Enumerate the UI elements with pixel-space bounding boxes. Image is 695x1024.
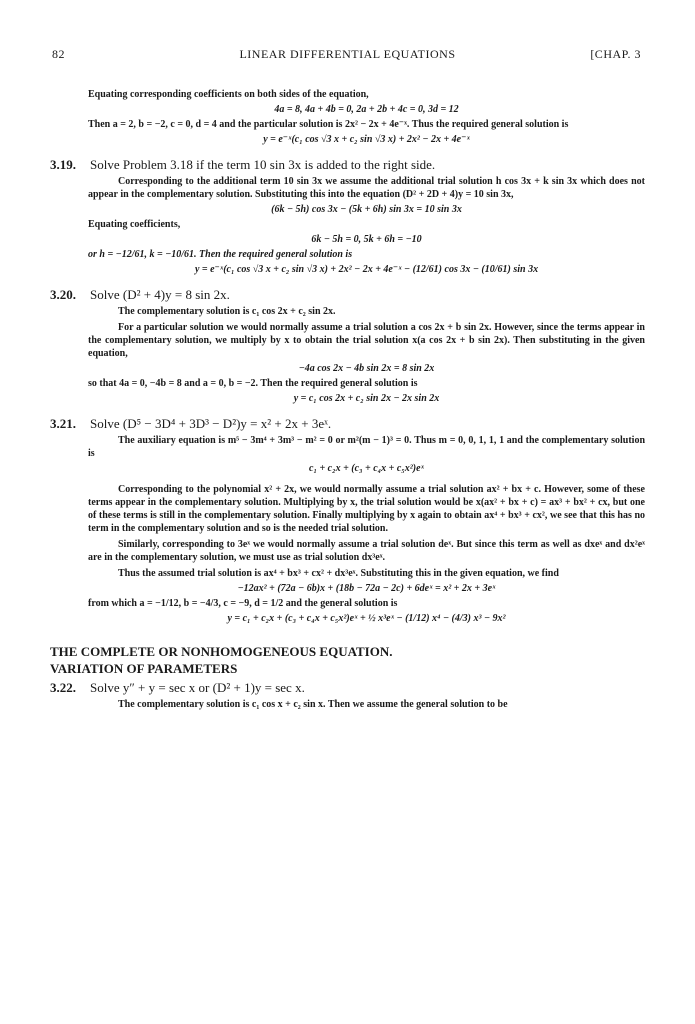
p322-paragraph-1: The complementary solution is c₁ cos x + c₂ sin x. Then we assume the general solution to be — [118, 699, 508, 710]
chapter-label: [CHAP. 3 — [590, 47, 641, 61]
p320-paragraph-2: For a particular solution we would normally assume a trial solution a cos 2x + b sin 2x. However, since the terms appear in the complementary solution, we multiply by x to obtain the trial solution x(a cos 2x + b sin 2x). Then substituting in the given equation, — [88, 322, 645, 359]
p321-equation-3: y = c₁ + c₂x + (c₃ + c₄x + c₅x²)eˣ + ½ x³eˣ − (1/12) x⁴ − (4/3) x³ − 9x² — [227, 613, 506, 624]
section-heading — [50, 643, 645, 677]
problem-number: 3.22. — [50, 680, 76, 695]
running-title: LINEAR DIFFERENTIAL EQUATIONS — [239, 47, 456, 61]
p321-equation-1: c₁ + c₂x + (c₃ + c₄x + c₅x²)eˣ — [309, 463, 424, 474]
problem-3-21-heading — [50, 417, 645, 430]
problem-number: 3.19. — [50, 157, 76, 172]
intro-equation-2: y = e⁻ˣ(c₁ cos √3 x + c₂ sin √3 x) + 2x² − 2x + 4e⁻ˣ — [263, 134, 470, 145]
p319-paragraph-1: Corresponding to the additional term 10 sin 3x we assume the additional trial solution h cos 3x + k sin 3x which does not appear in the complementary solution. Substituting this into the equation (D² + 2D + 4)y = 10 sin 3x, — [88, 176, 645, 200]
problem-number: 3.21. — [50, 416, 76, 431]
page-number: 82 — [52, 47, 65, 61]
problem-3-19-heading — [50, 158, 645, 171]
section-heading-line-2: VARIATION OF PARAMETERS — [50, 661, 238, 676]
problem-title: Solve y″ + y = sec x or (D² + 1)y = sec x. — [90, 680, 305, 695]
intro-paragraph-1: Equating corresponding coefficients on both sides of the equation, — [88, 89, 369, 100]
intro-equation-1: 4a = 8, 4a + 4b = 0, 2a + 2b + 4c = 0, 3d = 12 — [274, 104, 459, 115]
p320-paragraph-1: The complementary solution is c₁ cos 2x + c₂ sin 2x. — [118, 306, 336, 317]
p321-paragraph-5: from which a = −1/12, b = −4/3, c = −9, d = 1/2 and the general solution is — [88, 598, 398, 609]
intro-paragraph-2: Then a = 2, b = −2, c = 0, d = 4 and the particular solution is 2x² − 2x + 4e⁻ˣ. Thus the required general solution is — [88, 119, 569, 130]
p320-equation-2: y = c₁ cos 2x + c₂ sin 2x − 2x sin 2x — [293, 393, 440, 404]
p319-paragraph-2: Equating coefficients, — [88, 219, 181, 230]
section-heading-line-1: THE COMPLETE OR NONHOMOGENEOUS EQUATION. — [50, 644, 393, 659]
p321-paragraph-2: Corresponding to the polynomial x² + 2x, we would normally assume a trial solution ax² + bx + c. However, some of these terms appear in the complementary solution. Multiplying by x, the trial solution would be x(ax² + bx + c) = ax³ + bx² + cx, but one of these terms is still in the complementary solution. Finally multiplying by x again to obtain ax⁴ + bx³ + cx², we see that this has no term in the complementary solution and so is the needed trial solution. — [88, 484, 645, 534]
p321-paragraph-1: The auxiliary equation is m⁵ − 3m⁴ + 3m³ − m² = 0 or m²(m − 1)³ = 0. Thus m = 0, 0, 1, 1, 1 and the complementary solution is — [88, 435, 645, 459]
p319-equation-3: or h = −12/61, k = −10/61. Then the required general solution is — [88, 249, 353, 260]
problem-title: Solve (D⁵ − 3D⁴ + 3D³ − D²)y = x² + 2x + 3eˣ. — [90, 416, 332, 431]
p320-paragraph-3: so that 4a = 0, −4b = 8 and a = 0, b = −2. Then the required general solution is — [88, 378, 418, 389]
p321-paragraph-4: Thus the assumed trial solution is ax⁴ + bx³ + cx² + dx³eˣ. Substituting this in the given equation, we find — [118, 568, 559, 579]
p319-equation-4: y = e⁻ˣ(c₁ cos √3 x + c₂ sin √3 x) + 2x² − 2x + 4e⁻ˣ − (12/61) cos 3x − (10/61) sin 3x — [194, 264, 539, 275]
problem-3-20-heading — [50, 288, 645, 301]
problem-3-22-heading — [50, 681, 645, 694]
problem-title: Solve Problem 3.18 if the term 10 sin 3x is added to the right side. — [90, 157, 436, 172]
page-body — [50, 88, 645, 711]
problem-number: 3.20. — [50, 287, 76, 302]
p319-equation-1: (6k − 5h) cos 3x − (5k + 6h) sin 3x = 10 sin 3x — [271, 204, 462, 215]
p321-equation-2: −12ax² + (72a − 6b)x + (18b − 72a − 2c) + 6deˣ = x² + 2x + 3eˣ — [237, 583, 496, 594]
p319-equation-2: 6k − 5h = 0, 5k + 6h = −10 — [311, 234, 422, 245]
p321-paragraph-3: Similarly, corresponding to 3eˣ we would normally assume a trial solution deˣ. But since this term as well as dxeˣ and dx²eˣ are in the complementary solution, we must use as trial solution dx³eˣ. — [88, 539, 645, 563]
p320-equation-1: −4a cos 2x − 4b sin 2x = 8 sin 2x — [298, 363, 435, 374]
problem-title: Solve (D² + 4)y = 8 sin 2x. — [90, 287, 230, 302]
